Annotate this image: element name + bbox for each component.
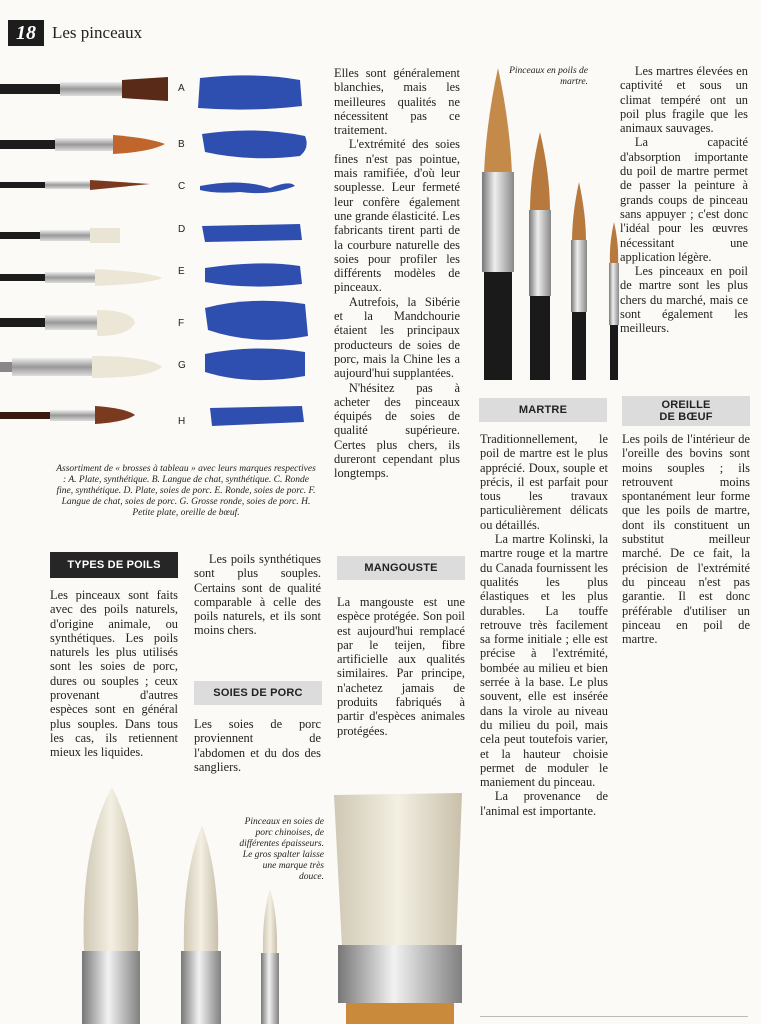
brush-assortment-illustration: [0, 60, 330, 440]
sable-brush-small: [571, 182, 587, 380]
brush-a: [0, 77, 168, 101]
stroke-b: [202, 130, 307, 158]
sable-quality-text: [620, 64, 748, 336]
brush-label-f: F: [178, 318, 185, 329]
hog-brush-small: [261, 889, 279, 1024]
brush-label-e: E: [178, 266, 185, 277]
heading-soies-de-porc: SOIES DE PORC: [194, 681, 322, 705]
mangouste-text: [337, 595, 465, 738]
paragraph: N'hésitez pas à acheter des pinceaux équipés de soies de qualité supérieure. Certes plus chers, ils dureront cependant plus longtemps.: [334, 380, 460, 481]
hog-brush-large: [82, 787, 140, 1024]
heading-types-de-poils: TYPES DE POILS: [50, 552, 178, 578]
paragraph: Les pinceaux en poil de martre sont les plus chers du marché, mais ce sont également les meilleurs.: [620, 264, 748, 336]
paragraph: Les pinceaux sont faits avec des poils naturels, d'origine animale, ou synthétiques. Les poils naturels les plus utilisés sont les soies de porc, dures ou souples ; ceux provenant d'autres espèces sont en général plus souples. Dans tous les cas, ils retiennent mieux les liquides.: [50, 588, 178, 760]
paragraph: La mangouste est une espèce protégée. Son poil est aujourd'hui remplacé par le teijen, fibre artificielle aux qualités similaires. Par principe, n'achetez jamais de produits fabriqués à partir d'espèces animales protégées.: [337, 595, 465, 738]
page-title: Les pinceaux: [52, 23, 143, 42]
paragraph: Les soies de porc proviennent de l'abdomen et du dos des sangliers.: [194, 717, 321, 774]
paragraph: Les poils synthétiques sont plus souples. Certains sont de qualité comparable à celle des poils naturels, et ils sont moins chers.: [194, 552, 321, 638]
brush-g: [0, 356, 162, 378]
oreille-text: [622, 432, 750, 646]
stroke-a: [198, 75, 302, 109]
hog-brushes-caption: Pinceaux en soies de porc chinoises, de différentes épaisseurs. Le gros spalter laisse une marque très douce.: [239, 817, 324, 882]
types-text: [50, 588, 178, 760]
heading-martre: MARTRE: [479, 398, 607, 422]
stroke-d: [202, 224, 302, 242]
heading-line: DE BŒUF: [659, 411, 713, 423]
stroke-g: [205, 348, 305, 380]
paragraph: Autrefois, la Sibérie et la Mandchourie étaient les principaux producteurs de soies de porc, mais la Chine les a aujourd'hui supplantées.: [334, 294, 460, 381]
stroke-f: [205, 301, 308, 340]
brush-d: [0, 228, 120, 243]
page-number: 18: [8, 20, 44, 46]
brush-assortment-caption: Assortiment de « brosses à tableau » avec leurs marques respectives : A. Plate, synthétique. B. Langue de chat, synthétique. C. Ronde fine, synthétique. D. Plate, soies de porc. E. Ronde, soies de porc. F. Langue de chat, soies de porc. G. Grosse ronde, soies de porc. H. Petite plate, oreille de bœuf.: [56, 464, 316, 518]
hog-brush-medium: [181, 825, 221, 1024]
paragraph: La capacité d'absorption importante du poil de martre permet de passer la peinture à grands coups de pinceau sans appuyer ; c'est donc l'idéal pour les œuvres nécessitant une application légère.: [620, 135, 748, 264]
sable-brush-large: [482, 68, 514, 380]
brush-f: [0, 310, 135, 336]
martre-text: [480, 432, 608, 818]
heading-line: OREILLE: [661, 399, 711, 411]
sable-brush-fine: [609, 222, 619, 380]
paragraph: La martre Kolinski, la martre rouge et la martre du Canada fournissent les qualités les plus élastiques et les plus durables. La touffe retrouve très facilement sa forme initiale ; elle est précise à l'extrémité, bombée au milieu et bien serrée à la base. Le plus souvent, elle est insérée dans la virole au niveau du milieu du poil, mais cela peut toutefois varier, et la hauteur choisie permet de moduler le maniement du pinceau.: [480, 532, 608, 790]
stroke-h: [210, 406, 304, 426]
brush-label-h: H: [178, 416, 186, 427]
paragraph: Elles sont généralement blanchies, mais les meilleures qualités ne nécessitent pas ce traitement.: [334, 66, 460, 138]
paragraph: L'extrémité des soies fines n'est pas pointue, mais ramifiée, d'où leur souplesse. Leur fermeté leur confère également une grande élasticité. Les fabricants tirent parti de la courbure naturelle des soies pour profiler les différents modèles de pinceaux.: [334, 137, 460, 295]
brush-label-g: G: [178, 360, 186, 371]
paragraph: Les martres élevées en captivité et sous un climat tempéré ont un poil plus fragile que les animaux sauvages.: [620, 64, 748, 136]
soies-text: [194, 717, 321, 774]
brush-label-a: A: [178, 83, 185, 94]
bottom-rule: [480, 1016, 748, 1017]
heading-oreille-de-boeuf: [622, 396, 750, 426]
paragraph: Les poils de l'intérieur de l'oreille des bovins sont moins souples ; ils retrouvent moins spontanément leur forme que les poils de martre, dont ils constituent un substitut meilleur marché. De ce fait, la précision de l'extrémité du pinceau n'est pas garantie. Il est donc préférable d'utiliser un pinceau en poil de martre.: [622, 432, 750, 647]
sable-brush-medium: [529, 132, 551, 380]
stroke-c: [200, 182, 295, 193]
brush-c: [0, 180, 150, 190]
brush-b: [0, 135, 165, 154]
synthetic-text: [194, 552, 321, 638]
brush-label-c: C: [178, 181, 186, 192]
sable-brushes-caption: Pinceaux en poils de martre.: [509, 66, 588, 87]
brush-label-b: B: [178, 139, 185, 150]
stroke-e: [205, 263, 302, 286]
bristle-text: [334, 66, 460, 481]
brush-h: [0, 406, 135, 424]
spalter-brush: [334, 793, 462, 1024]
sable-brushes-illustration: [470, 64, 630, 380]
paragraph: Traditionnellement, le poil de martre est le plus apprécié. Doux, souple et précis, il est parfait pour tous les travaux particulièrement délicats ou détaillés.: [480, 432, 608, 532]
brush-label-d: D: [178, 224, 186, 235]
brush-e: [0, 269, 162, 286]
paragraph: La provenance de l'animal est importante.: [480, 789, 608, 818]
heading-mangouste: MANGOUSTE: [337, 556, 465, 580]
